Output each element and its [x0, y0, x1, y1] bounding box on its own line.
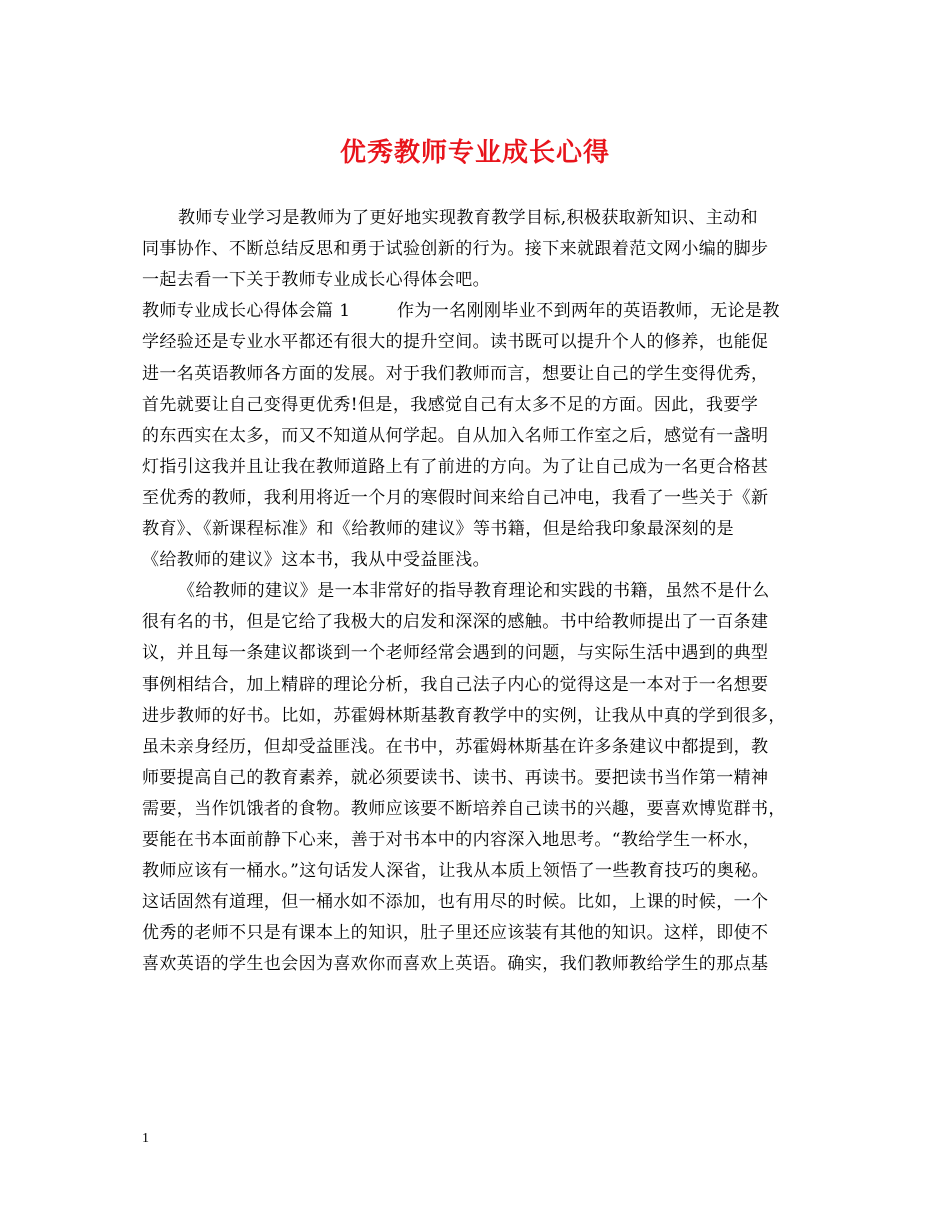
- paragraph-line: 议，并且每一条建议都谈到一个老师经常会遇到的问题，与实际生活中遇到的典型: [142, 643, 769, 664]
- section-heading: 教师专业成长心得体会篇 1: [142, 301, 351, 322]
- paragraph-line: 《给教师的建议》这本书，我从中受益匪浅。: [142, 550, 490, 571]
- page-number: 1: [142, 1131, 149, 1146]
- paragraph-line: 进一名英语教师各方面的发展。对于我们教师而言，想要让自己的学生变得优秀，: [142, 363, 769, 384]
- paragraph-line: 这话固然有道理，但一桶水如不添加，也有用尽的时候。比如，上课的时候，一个: [142, 892, 769, 913]
- paragraph-line: 教师应该有一桶水。”这句话发人深省，让我从本质上领悟了一些教育技巧的奥秘。: [142, 861, 769, 882]
- paragraph-line: 一起去看一下关于教师专业成长心得体会吧。: [142, 270, 490, 291]
- paragraph-line: 喜欢英语的学生也会因为喜欢你而喜欢上英语。确实，我们教师教给学生的那点基: [142, 954, 769, 975]
- paragraph-line: 《给教师的建议》是一本非常好的指导教育理论和实践的书籍，虽然不是什么: [178, 581, 770, 602]
- paragraph-line: 首先就要让自己变得更优秀!但是，我感觉自己有太多不足的方面。因此，我要学: [142, 394, 759, 415]
- heading-line: [142, 299, 822, 323]
- paragraph-line: 灯指引这我并且让我在教师道路上有了前进的方向。为了让自己成为一名更合格甚: [142, 456, 769, 477]
- paragraph-line: 很有名的书，但是它给了我极大的启发和深深的感触。书中给教师提出了一百条建: [142, 612, 769, 633]
- paragraph-line: 虽未亲身经历，但却受益匪浅。在书中，苏霍姆林斯基在许多条建议中都提到，教: [142, 736, 769, 757]
- document-title: 优秀教师专业成长心得: [339, 138, 610, 168]
- paragraph-line: 的东西实在太多，而又不知道从何学起。自从加入名师工作室之后，感觉有一盏明: [142, 425, 769, 446]
- paragraph-line: 事例相结合，加上精辟的理论分析，我自己法子内心的觉得这是一本对于一名想要: [142, 674, 769, 695]
- paragraph-line: 教育》、《新课程标准》和《给教师的建议》等书籍，但是给我印象最深刻的是: [142, 519, 734, 539]
- paragraph-line: 学经验还是专业水平都还有很大的提升空间。读书既可以提升个人的修养，也能促: [142, 332, 769, 353]
- paragraph-line: 要能在书本面前静下心来，善于对书本中的内容深入地思考。“教给学生一杯水，: [142, 830, 761, 850]
- paragraph-line: 进步教师的好书。比如，苏霍姆林斯基教育教学中的实例，让我从中真的学到很多，: [142, 705, 786, 726]
- paragraph-line: 至优秀的教师，我利用将近一个月的寒假时间来给自己冲电，我看了一些关于《新: [142, 487, 769, 508]
- paragraph-line: 师要提高自己的教育素养，就必须要读书、读书、再读书。要把读书当作第一精神: [142, 767, 769, 788]
- paragraph-text: 作为一名刚刚毕业不到两年的英语教师，无论是教: [397, 301, 780, 322]
- paragraph-line: 优秀的老师不只是有课本上的知识，肚子里还应该装有其他的知识。这样，即使不: [142, 923, 769, 944]
- paragraph-line: 需要，当作饥饿者的食物。教师应该要不断培养自己读书的兴趣，要喜欢博览群书，: [142, 798, 786, 819]
- paragraph-line: 同事协作、不断总结反思和勇于试验创新的行为。接下来就跟着范文网小编的脚步: [142, 239, 769, 260]
- paragraph-line: 教师专业学习是教师为了更好地实现教育教学目标,积极获取新知识、主动和: [178, 208, 759, 228]
